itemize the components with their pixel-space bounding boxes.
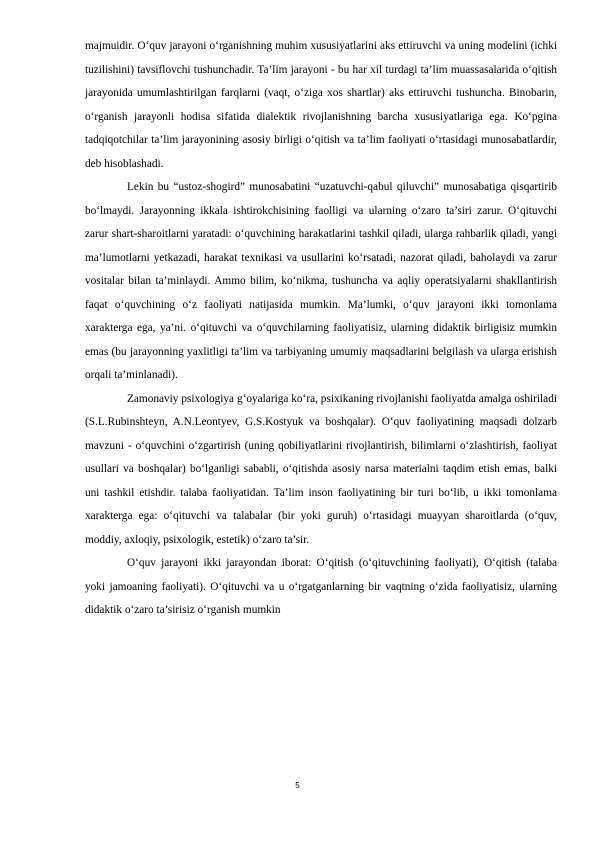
paragraph-2: Lekin bu “ustoz-shogird” munosabatini “uzatuvchi-qabul qiluvchi” munosabatiga qisqartirib bo‘lmaydi. Jarayonning ikkala ishtirokchisining faolligi va ularning o‘zaro ta’siri zarur. O‘qituvchi zarur shart-sharoitlarni yaratadi: o‘quvchining harakatlarini tashkil qiladi, ularga rahbarlik qiladi, yangi ma’lumotlarni yetkazadi, harakat texnikasi va usullarini ko‘rsatadi, nazorat qiladi, baholaydi va zarur vositalar bilan ta’minlaydi. Ammo bilim, ko‘nikma, tushuncha va aqliy operatsiyalarni shakllantirish faqat o‘quvchining o‘z faoliyati natijasida mumkin. Ma’lumki, o‘quv jarayoni ikki tomonlama xarakterga ega, ya’ni. o‘qituvchi va o‘quvchilarning faoliyatisiz, ularning didaktik birligisiz mumkin emas (bu jarayonning yaxlitligi ta’lim va tarbiyaning umumiy maqsadlarini belgilash va ularga erishish orqali ta’minlanadi). — [85, 181, 557, 381]
page-number: 5 — [295, 781, 300, 790]
paragraph-4: O‘quv jarayoni ikki jarayondan iborat: O‘qitish (o‘qituvchining faoliyati), O‘qitish (talaba yoki jamoaning faoliyati). O‘qituvchi va u o‘rgatganlarning bir vaqtning o‘zida faoliyatisiz, ularning didaktik o‘zaro ta’sirisiz o‘rganish mumkin — [85, 557, 557, 616]
paragraph-3: Zamonaviy psixologiya g‘oyalariga ko‘ra, psixikaning rivojlanishi faoliyatda amalga oshiriladi (S.L.Rubinshteyn, A.N.Leontyev, G.S.Kostyuk va boshqalar). O‘quv faoliyatining maqsadi dolzarb mavzuni - o‘quvchini o‘zgartirish (uning qobiliyatlarini rivojlantirish, bilimlarni o‘zlashtirish, faoliyat usullari va boshqalar) bo‘lganligi sababli, o‘qitishda asosiy narsa materialni taqdim etish emas, balki uni tashkil etishdir. talaba faoliyatidan. Ta’lim inson faoliyatining bir turi bo‘lib, u ikki tomonlama xarakterga ega: o‘qituvchi va talabalar (bir yoki guruh) o‘rtasidagi muayyan sharoitlarda (o‘quv, moddiy, axloqiy, psixologik, estetik) o‘zaro ta’sir. — [85, 392, 557, 546]
paragraph-1: majmuidir. O‘quv jarayoni o‘rganishning muhim xususiyatlarini aks ettiruvchi va uning modelini (ichki tuzilishini) tavsiflovchi tushunchadir. Ta’lim jarayoni - bu har xil turdagi ta’lim muassasalarida o‘qitish jarayonida umumlashtirilgan farqlarni (vaqt, o‘ziga xos shartlar) aks ettiruvchi tushuncha. Binobarin, o‘rganish jarayonli hodisa sifatida dialektik rivojlanishning barcha xususiyatlariga ega. Ko‘pgina tadqiqotchilar ta’lim jarayonining asosiy birligi o‘qitish va ta’lim faoliyati o‘rtasidagi munosabatlardir, deb hisoblashadi. — [85, 40, 557, 170]
document-page — [85, 35, 557, 623]
